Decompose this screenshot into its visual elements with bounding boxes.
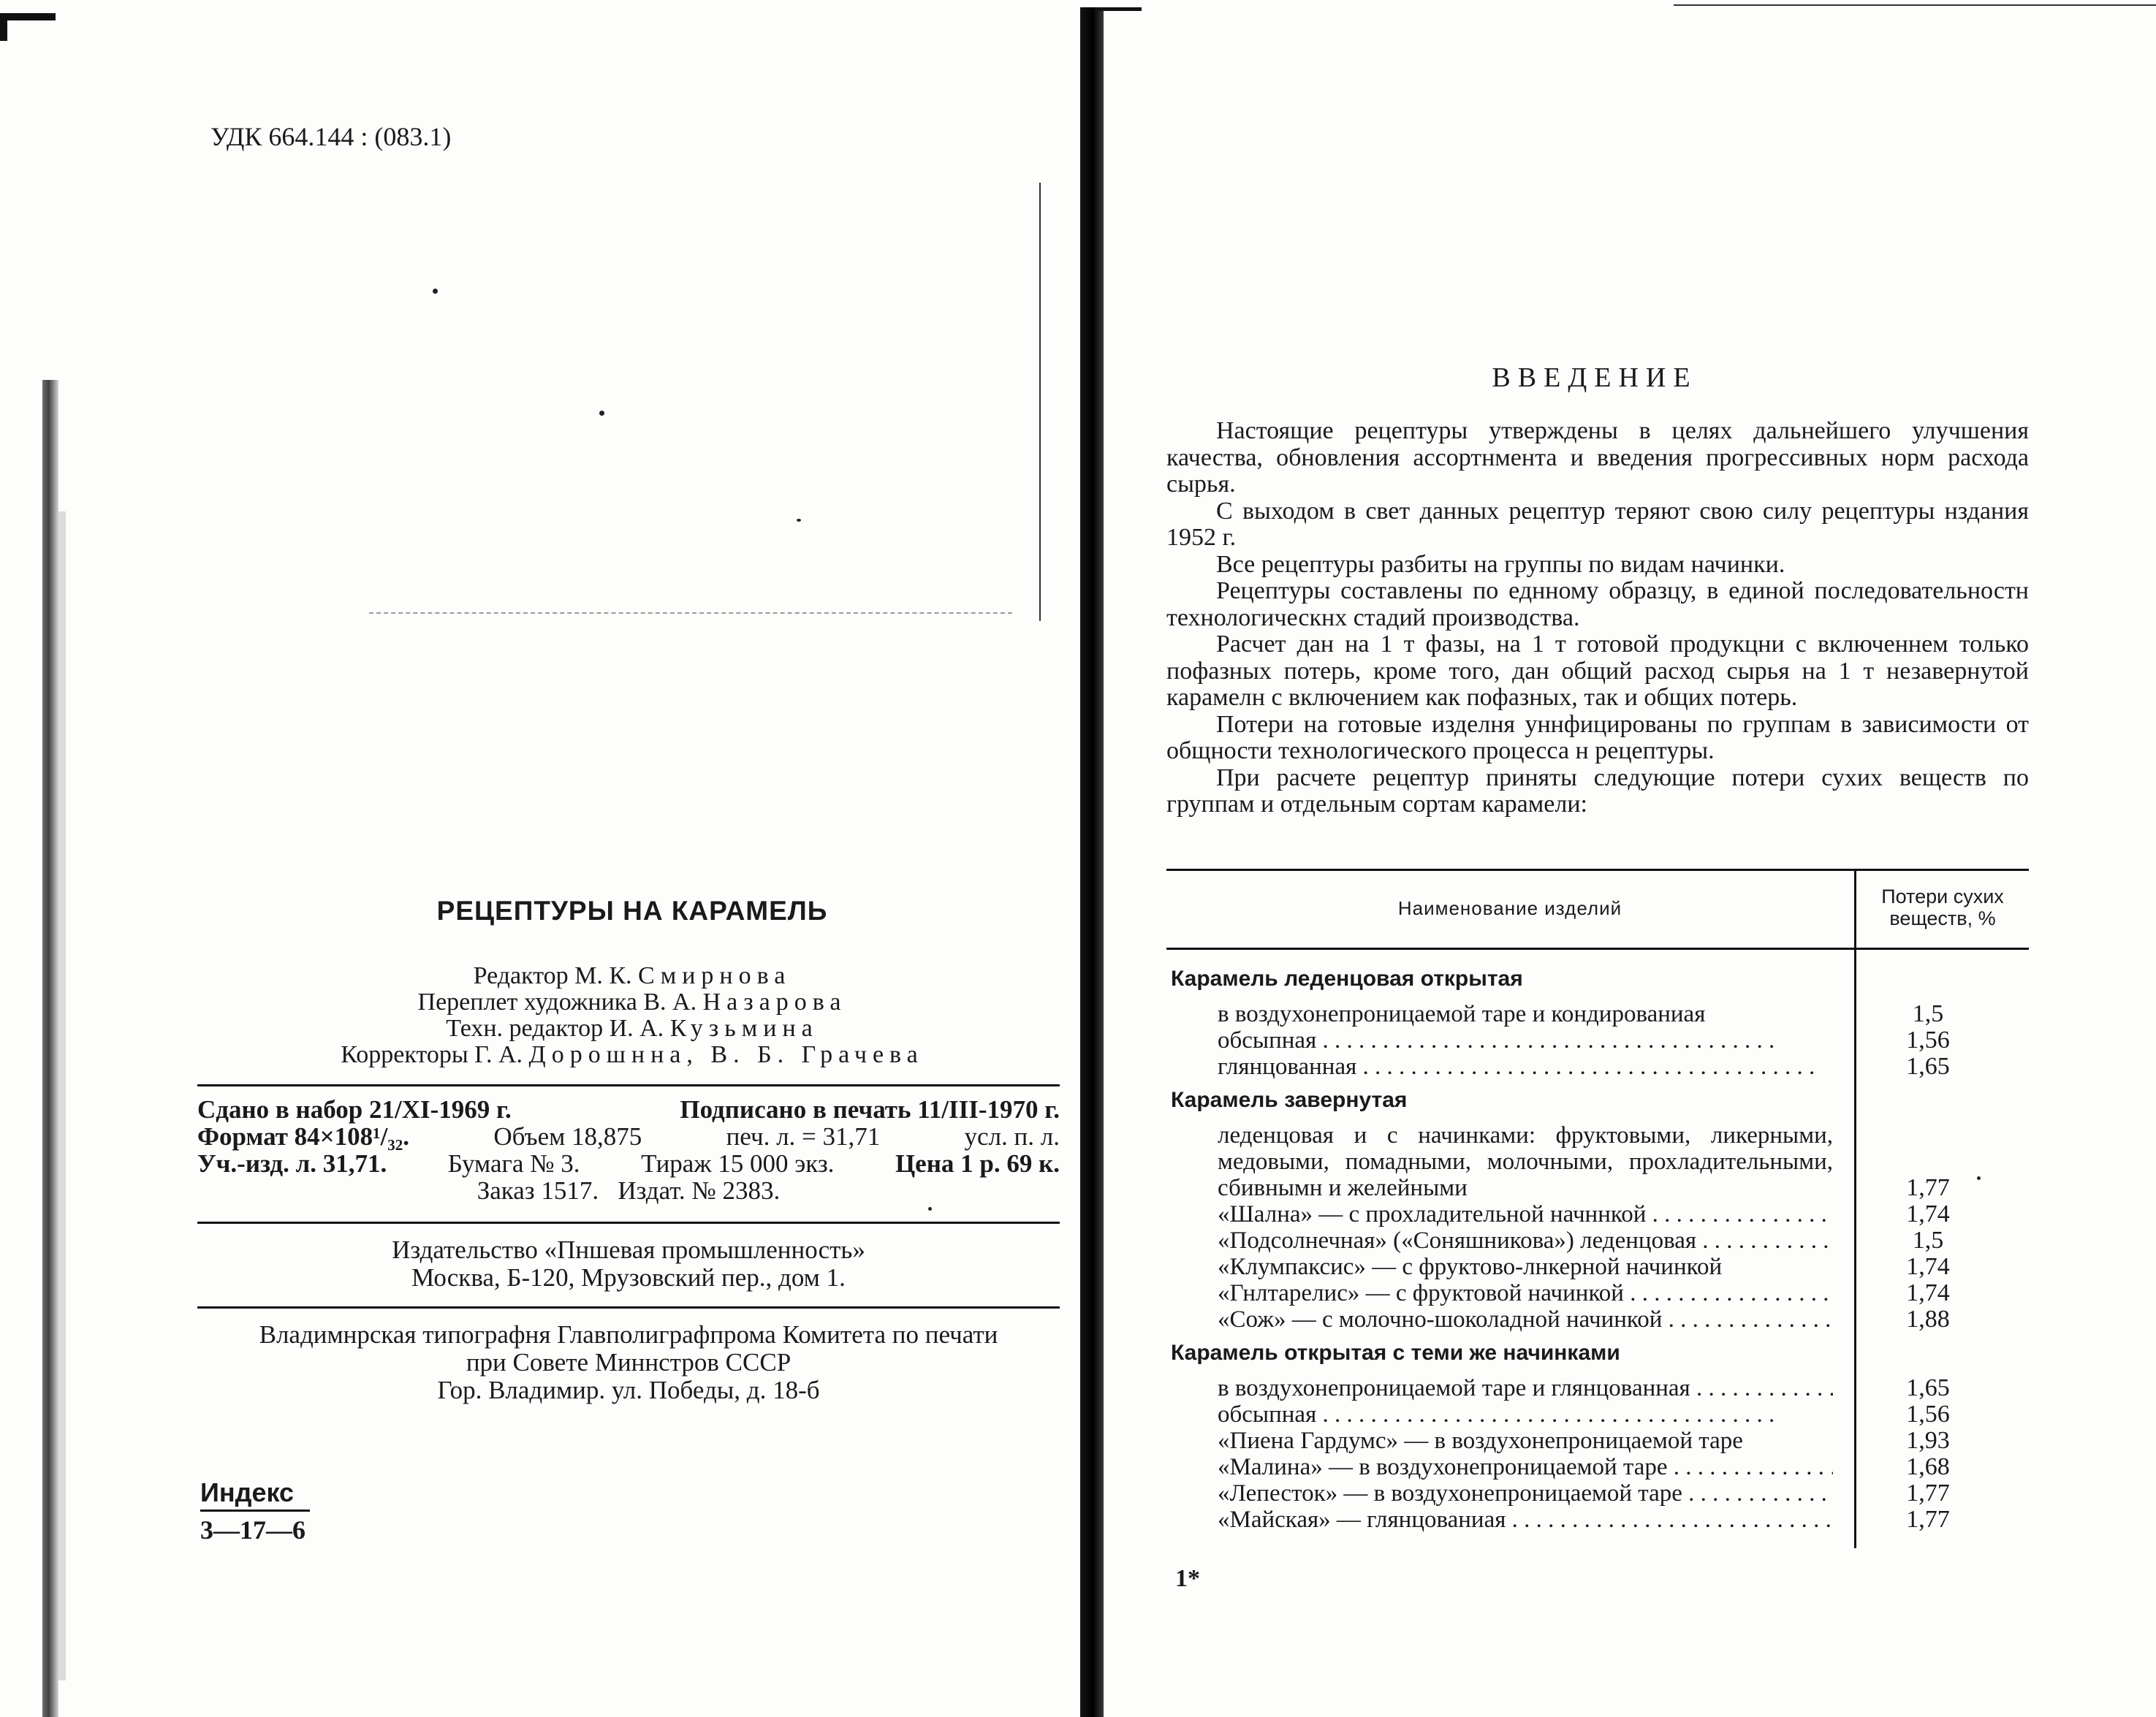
table-cell-name: обсыпная [1218, 1027, 1317, 1054]
imprint-order: Заказ 1517. Издат. № 2383. [477, 1176, 781, 1205]
table-cell-name: «Малина» — в воздухонепроницаемой таре [1218, 1454, 1668, 1480]
udk-code: УДК 664.144 : (083.1) [210, 122, 452, 151]
table-cell-value: 1,68 [1906, 1453, 1950, 1480]
table-cell-name: «Шална» — с прохладительной начннкой [1218, 1201, 1647, 1227]
credits-block [197, 963, 1067, 1068]
table-cell-value: 1,77 [1906, 1480, 1950, 1507]
imprint-block [197, 1096, 1060, 1204]
imprint-row [197, 1123, 1060, 1150]
imprint-sheets-unit: усл. п. л. [964, 1122, 1060, 1151]
imprint-sheets: печ. л. = 31,71 [726, 1122, 881, 1151]
scan-speck [599, 411, 604, 416]
imprint-format: Формат 84×108¹/₃₂. [197, 1122, 410, 1151]
imprint-paper: Бумага № 3. [447, 1149, 580, 1178]
intro-paragraph: Потери на готовые изделня уннфицированы по группам в зависимости от общности технологического процесса н рецептуры. [1166, 710, 2029, 764]
table-cell-value: 1,77 [1906, 1174, 1950, 1201]
scan-corner-mark [0, 13, 7, 41]
intro-text [1166, 418, 2029, 818]
losses-table [1166, 966, 2029, 1533]
scan-dashed-line [369, 612, 1012, 614]
printer-block [197, 1321, 1060, 1404]
table-row [1166, 1027, 2029, 1054]
table-row [1166, 1306, 2029, 1333]
printer-address: Гор. Владимир. ул. Победы, д. 18-б [437, 1376, 820, 1404]
table-cell-name: «Пиена Гардумс» — в воздухонепроницаемой таре [1218, 1428, 1743, 1454]
index-value: 3—17—6 [200, 1509, 310, 1545]
scan-left-edge-shadow [58, 511, 66, 1680]
table-header-name: Наименование изделий [1397, 897, 1622, 919]
table-cell-name: леденцовая и с начинками: фруктовыми, ликерными, медовыми, помадными, молочными, прохладительными, сбивнымн и желейными [1218, 1122, 1833, 1201]
divider-rule [197, 1306, 1060, 1309]
table-row [1166, 1480, 2029, 1507]
scan-top-line [1674, 4, 2156, 6]
divider-rule [197, 1222, 1060, 1224]
scan-speck [433, 289, 438, 294]
page-signature-mark: 1* [1175, 1565, 1200, 1592]
imprint-typeset-date: Сдано в набор 21/XI-1969 г. [197, 1095, 512, 1124]
scan-vertical-line [1039, 183, 1041, 621]
scan-corner-mark [0, 13, 56, 20]
credit-line: Редактор М. К. Смирнова [473, 962, 792, 989]
table-cell-value: 1,74 [1906, 1279, 1950, 1306]
section-heading: ВВЕДЕНИЕ [1492, 362, 1698, 393]
table-row [1166, 1375, 2029, 1401]
table-cell-value: 1,5 [1912, 1000, 1944, 1027]
table-row [1166, 1001, 2029, 1027]
publisher-name: Издательство «Пншевая промышленность» [392, 1236, 865, 1264]
divider-rule [197, 1084, 1060, 1086]
table-row [1166, 1254, 2029, 1280]
table-cell-name: «Клумпаксис» — с фруктово-лнкерной начинкой [1218, 1254, 1723, 1280]
table-cell-value: 1,93 [1906, 1427, 1950, 1454]
table-cell-name: в воздухонепроницаемой таре и кондированиая [1218, 1001, 1706, 1027]
imprint-print-date: Подписано в печать 11/III-1970 г. [680, 1095, 1060, 1124]
table-header-loss: Потери сухих веществ, % [1881, 886, 2004, 929]
table-row [1166, 1428, 2029, 1454]
table-header-rule [1166, 948, 2029, 950]
credit-line: Корректоры Г. А. Дорошнна, В. Б. Грачева [341, 1041, 924, 1068]
table-cell-value: 1,65 [1906, 1374, 1950, 1401]
imprint-volume: Объем 18,875 [493, 1122, 642, 1151]
printer-affiliation: при Совете Миннстров СССР [466, 1348, 792, 1377]
table-cell-name: «Майская» — глянцованиая [1218, 1507, 1506, 1533]
intro-paragraph: При расчете рецептур приняты следующие потери сухих веществ по группам и отдельным сортам карамели: [1166, 764, 2029, 818]
table-cell-name: глянцованная [1218, 1054, 1357, 1080]
table-cell-value: 1,77 [1906, 1506, 1950, 1533]
table-cell-name: «Лепесток» — в воздухонепроницаемой таре [1218, 1480, 1682, 1507]
table-top-rule [1166, 869, 2029, 871]
imprint-row [197, 1150, 1060, 1177]
table-cell-value: 1,56 [1906, 1027, 1950, 1054]
table-group-title: Карамель открытая с теми же начинками [1171, 1341, 1620, 1365]
table-row [1166, 1401, 2029, 1428]
table-group-title: Карамель леденцовая открытая [1171, 967, 1523, 991]
imprint-edit-sheets: Уч.-изд. л. 31,71. [197, 1149, 387, 1178]
table-cell-value: 1,74 [1906, 1200, 1950, 1227]
imprint-price: Цена 1 р. 69 к. [895, 1149, 1060, 1178]
intro-paragraph: Расчет дан на 1 т фазы, на 1 т готовой продукцни с включеннем только пофазных потерь, кроме того, дан общий расход сырья на 1 т незавернутой карамелн с включением как пофазных, так и общих потерь. [1166, 631, 2029, 711]
table-row [1166, 1227, 2029, 1254]
index-label: Индекс [200, 1477, 295, 1507]
table-row [1166, 1454, 2029, 1480]
table-cell-name: «Сож» — с молочно-шоколадной начинкой [1218, 1306, 1663, 1333]
scan-speck [797, 519, 801, 522]
intro-paragraph: Все рецептуры разбиты на группы по видам начинки. [1216, 550, 1785, 578]
table-row [1166, 1507, 2029, 1533]
intro-paragraph: Настоящие рецептуры утверждены в целях дальнейшего улучшения качества, обновления ассортнмента и введения прогрессивных норм расхода сырья. [1166, 417, 2029, 498]
table-cell-value: 1,74 [1906, 1253, 1950, 1280]
table-row [1166, 1054, 2029, 1080]
imprint-row [197, 1177, 1060, 1204]
scan-speck [928, 1207, 932, 1211]
scan-left-edge [42, 380, 58, 1717]
intro-paragraph: С выходом в свет данных рецептур теряют свою силу рецептуры нздания 1952 г. [1166, 497, 2029, 551]
table-row [1166, 1201, 2029, 1227]
imprint-row [197, 1096, 1060, 1123]
table-cell-value: 1,5 [1912, 1227, 1944, 1254]
publisher-address: Москва, Б-120, Мрузовский пер., дом 1. [411, 1263, 846, 1292]
printer-name: Владимнрская типографня Главполиграфпрома Комитета по печати [259, 1320, 998, 1349]
table-row [1166, 1280, 2029, 1306]
credit-line: Техн. редактор И. А. Кузьмина [446, 1015, 819, 1042]
book-title: РЕЦЕПТУРЫ НА КАРАМЕЛЬ [436, 896, 828, 926]
table-cell-name: «Подсолнечная» («Соняшникова») леденцовая [1218, 1227, 1697, 1254]
table-cell-name: обсыпная [1218, 1401, 1317, 1428]
scan-corner-mark [1096, 7, 1142, 11]
intro-paragraph: Рецептуры составлены по еднному образцу, в единой последовательностн технологическнх стадий производства. [1166, 577, 2029, 631]
table-row [1166, 1122, 2029, 1201]
table-cell-name: в воздухонепроницаемой таре и глянцованная [1218, 1375, 1690, 1401]
table-cell-value: 1,56 [1906, 1401, 1950, 1428]
publisher-block [197, 1236, 1060, 1292]
credit-line: Переплет художника В. А. Назарова [417, 989, 847, 1016]
table-cell-value: 1,88 [1906, 1306, 1950, 1333]
table-group-title: Карамель завернутая [1171, 1088, 1408, 1112]
imprint-run: Тираж 15 000 экз. [641, 1149, 835, 1178]
table-cell-name: «Гнлтарелис» — с фруктовой начинкой [1218, 1280, 1624, 1306]
table-cell-value: 1,65 [1906, 1053, 1950, 1080]
book-gutter [1080, 7, 1104, 1717]
